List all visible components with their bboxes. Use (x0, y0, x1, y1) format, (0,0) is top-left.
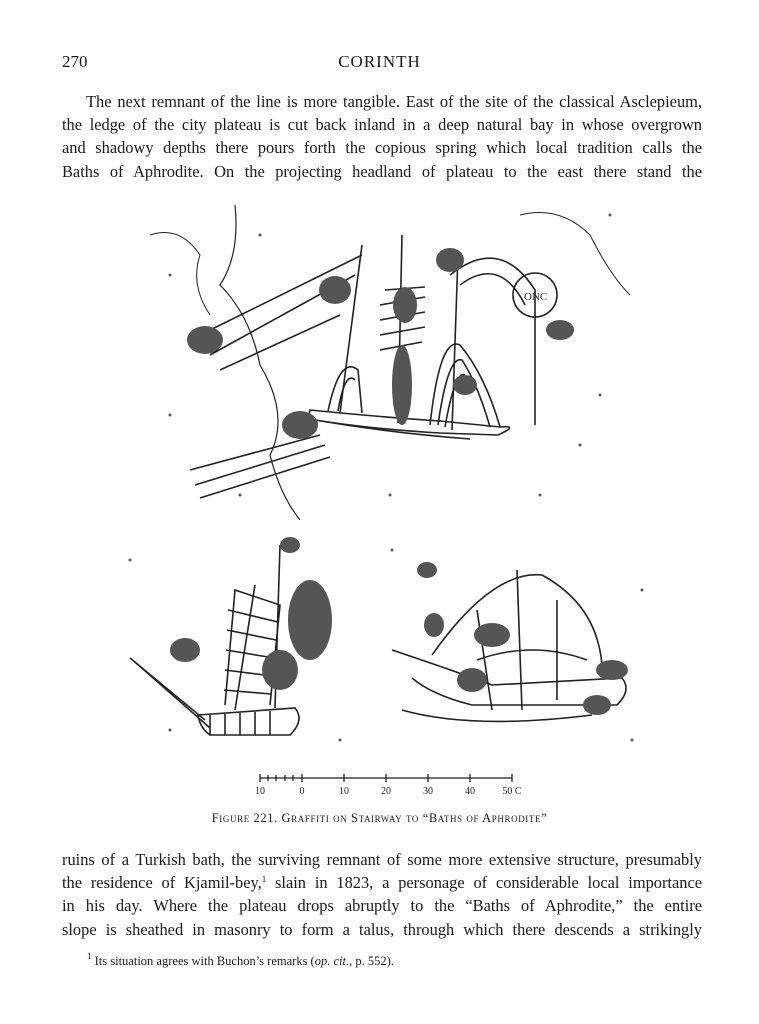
scale-label: 0 (299, 786, 305, 797)
text-run: the residence of Kjamil-bey, (62, 873, 262, 893)
scale-bar (250, 770, 530, 800)
graffito-panel-bottom-right (372, 530, 662, 760)
running-title: CORINTH (338, 52, 421, 71)
paragraph-1 (62, 90, 702, 183)
paragraph-line: and shadowy depths there pours forth the copious spring which local tradition calls the (62, 138, 702, 158)
footnote-text-end: , p. 552). (349, 954, 394, 968)
footnote-text: Its situation agrees with Buchon’s remarks ( (94, 954, 315, 968)
footnote-citation: op. cit. (314, 954, 350, 968)
caption-prefix: Figure 221. (211, 811, 278, 825)
graffito-panel-bottom-left (110, 530, 365, 760)
scale-label: 30 (423, 786, 433, 797)
scale-label: 20 (381, 786, 391, 797)
scale-label: 10 (339, 786, 349, 797)
page-number: 270 (62, 52, 88, 71)
graffito-inscription: ONC (524, 291, 548, 303)
paragraph-line: slope is sheathed in masonry to form a talus, through which there descends a strikingly (62, 919, 702, 939)
paragraph-2 (62, 848, 702, 941)
paragraph-line: The next remnant of the line is more tangible. East of the site of the classical Asclepieum, (86, 92, 702, 111)
graffito-panel-top (140, 195, 630, 520)
paragraph-line: in his day. Where the plateau drops abruptly to the “Baths of Aphrodite,” the entire (62, 896, 702, 916)
scale-label: 40 (465, 786, 475, 797)
caption-text: Graffiti on Stairway to “Baths of Aphrodite” (281, 811, 548, 825)
paragraph-line: ruins of a Turkish bath, the surviving remnant of some more extensive structure, presumably (62, 850, 702, 869)
page-header (62, 52, 697, 76)
paragraph-line: the ledge of the city plateau is cut back inland in a deep natural bay in whose overgrown (62, 115, 702, 135)
scale-label: 10 (255, 786, 265, 797)
footnote-ref: 1 (261, 874, 267, 885)
footnote (87, 951, 394, 969)
paragraph-line: Baths of Aphrodite. On the projecting headland of plateau to the east there stand the (62, 161, 702, 181)
footnote-marker: 1 (87, 951, 92, 961)
text-run: slain in 1823, a personage of considerable local importance (266, 873, 702, 893)
figure-caption (0, 811, 759, 826)
paragraph-line (62, 871, 702, 894)
scale-label: 50 C (502, 786, 522, 797)
